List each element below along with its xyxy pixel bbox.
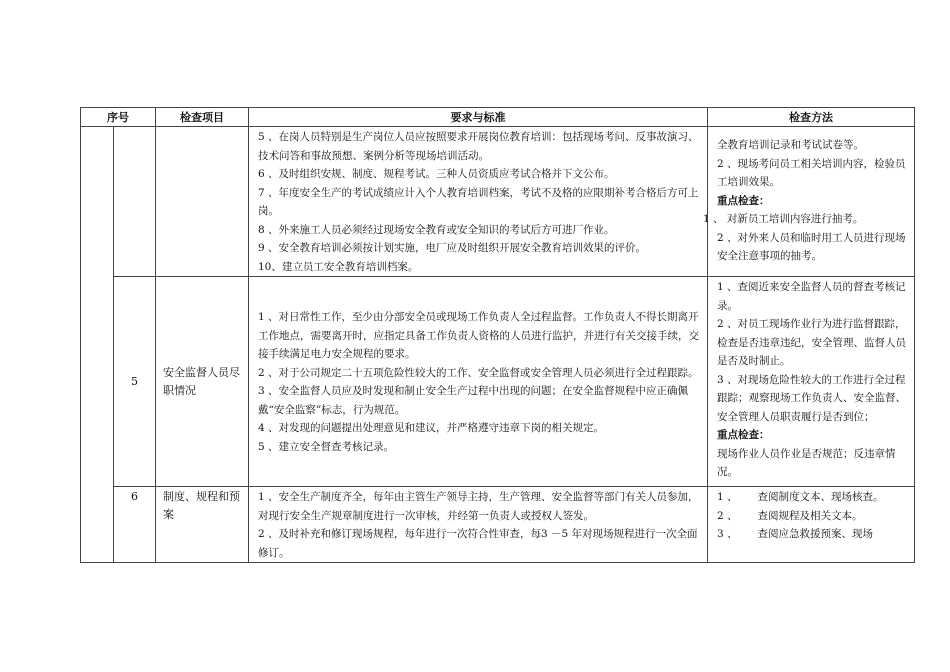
method-line: 3 、对现场危险性较大的工作进行全过程跟踪；观察现场工作负责人、安全监督、安全管理人员职责履行是否到位；	[717, 373, 906, 423]
standards-cell-5	[249, 277, 708, 487]
item-cell-continued	[156, 127, 249, 277]
num-cell-continued	[114, 127, 156, 277]
method-line: 2 、对员工现场作业行为进行监督跟踪，检查是否违章违纪，安全管理、监督人员是否及时制止。	[717, 318, 906, 367]
method-heading: 重点检查：	[717, 194, 770, 207]
method-line: 2 、现场考问员工相关培训内容，检验员工培训效果。	[717, 157, 906, 188]
standard-line: 2 、及时补充和修订现场规程，每年进行一次符合性审查，每3 －5 年对现场规程进行一次全面修订。	[258, 528, 698, 559]
method-line: 现场作业人员作业是否规范；反违章情况。	[717, 447, 896, 478]
standard-line: 5 、在岗人员特别是生产岗位人员应按照要求开展岗位教育培训：包括现场考问、反事故演习、技术问答和事故预想、案例分析等现场培训活动。	[258, 131, 699, 162]
item-cell-5	[156, 277, 249, 487]
standard-line: 6 、及时组织安规、制度、规程考试。三种人员资质应考试合格并下文公布。	[258, 168, 615, 180]
item-cell-6	[156, 487, 249, 563]
outer-group-cell	[81, 127, 114, 563]
method-line: 3 、 查阅应急救援预案、现场	[717, 528, 874, 540]
standard-line: 8 、外来施工人员必须经过现场安全教育或安全知识的考试后方可进厂作业。	[258, 223, 615, 236]
method-line: 全教育培训记录和考试试卷等。	[717, 139, 864, 151]
header-row	[81, 108, 915, 127]
inspection-table	[80, 107, 915, 563]
standard-line: 5 、建立安全督查考核记录。	[258, 440, 395, 453]
method-cell-continued	[703, 127, 915, 277]
standard-line: 7 、年度安全生产的考试成绩应计入个人教育培训档案，考试不及格的应限期补考合格后方可上岗。	[258, 186, 699, 217]
standard-line: 2 、对于公司规定二十五项危险性较大的工作、安全监督或安全管理人员必须进行全过程跟踪。	[258, 366, 699, 379]
standard-line: 1 、对日常性工作，至少由分部安全员或现场工作负责人全过程监督。工作负责人不得长期离开工作地点，需要离开时，应指定具备工作负责人资格的人员进行监护，并进行有关交接手续，交接手续满足电力安全规程的要求。	[258, 311, 699, 360]
table-row-6	[81, 487, 915, 563]
standard-line: 1 、安全生产制度齐全，每年由主管生产领导主持，生产管理、安全监督等部门有关人员参加，对现行安全生产规章制度进行一次审核，并经第一负责人或授权人签发。	[258, 491, 699, 522]
standard-line: 3 、安全监督人员应及时发现和制止安全生产过程中出现的问题；在安全监督规程中应正确佩戴“安全监察”标志，行为规范。	[258, 385, 689, 416]
standards-cell-continued	[249, 127, 708, 277]
header-seq: 序号	[81, 108, 156, 127]
header-standards: 要求与标准	[249, 108, 708, 127]
standard-line: 4 、对发现的问题提出处理意见和建议，并严格遵守违章下岗的相关规定。	[258, 422, 605, 434]
method-line: 2 、 查阅规程及相关文本。	[717, 509, 863, 522]
num-cell-5: 5	[114, 277, 156, 487]
table-row-5	[81, 277, 915, 487]
header-item: 检查项目	[156, 108, 249, 127]
method-line: 1 、 查阅制度文本、现场核查。	[717, 491, 884, 503]
standard-line: 10、建立员工安全教育培训档案。	[258, 260, 419, 273]
inspection-table-page	[80, 107, 914, 563]
item-label-5: 安全监督人员尽职情况	[163, 365, 240, 397]
num-cell-6: 6	[114, 487, 156, 563]
method-cell-5	[708, 277, 915, 487]
item-label-6: 制度、规程和预案	[163, 490, 240, 521]
method-line: 1 、查阅近来安全监督人员的督查考核记录。	[717, 281, 906, 312]
header-method: 检查方法	[708, 108, 915, 127]
method-cell-6	[708, 487, 915, 563]
method-line: 2 、对外来人员和临时用工人员进行现场安全注意事项的抽考。	[717, 231, 906, 262]
method-line: 1 、 对新员工培训内容进行抽考。	[703, 213, 864, 225]
standards-cell-6	[249, 487, 708, 563]
table-row-continued	[81, 127, 915, 277]
method-heading: 重点检查：	[717, 429, 770, 441]
standard-line: 9 、安全教育培训必须按计划实施，电厂应及时组织开展安全教育培训效果的评价。	[258, 242, 647, 254]
